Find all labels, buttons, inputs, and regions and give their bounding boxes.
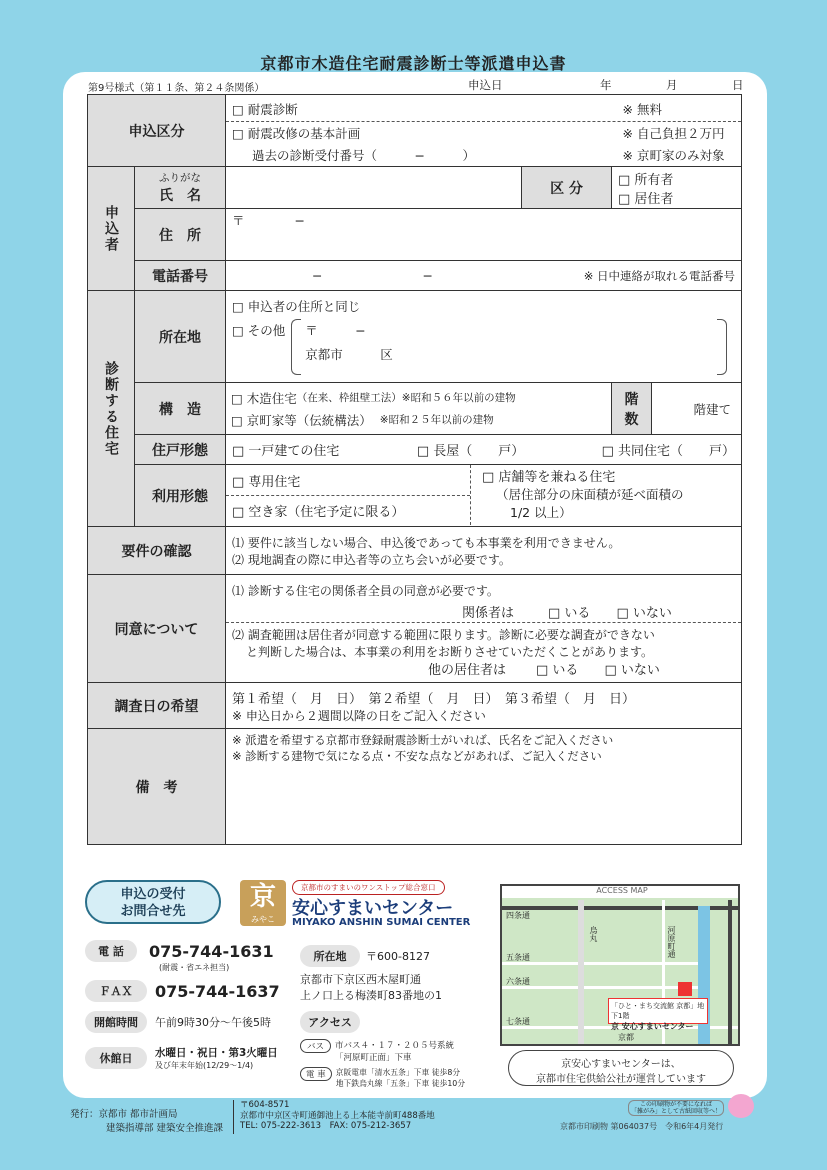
floors-label: 階数: [612, 383, 652, 435]
page-title: 京都市木造住宅耐震診断士等派遣申込書: [260, 54, 567, 73]
phone-input[interactable]: − − ※ 日中連絡が取れる電話番号: [226, 261, 742, 291]
phone-note: ※ 日中連絡が取れる電話番号: [583, 268, 736, 283]
name-label-cell: ふりがな 氏 名: [135, 167, 226, 209]
consent-cell: ⑴ 診断する住宅の関係者全員の同意が必要です。 関係者は □ いる □ いない ⑵ 調査範囲は居住者が同意する範囲に限ります。診断に必要な調査ができない と判断した場合は、本事業の利用をお断りさせていただくことがあります。 他の居住者は □ いる □ いない: [226, 575, 742, 683]
application-form: [87, 94, 742, 845]
dwelling-options: [226, 435, 742, 465]
day-label: 日: [732, 78, 744, 92]
location-label: 所在地: [135, 291, 226, 383]
center-location-marker: [678, 982, 692, 996]
name-input[interactable]: [226, 167, 522, 209]
dwelling-label: 住戸形態: [135, 435, 226, 465]
vacant-house-checkbox[interactable]: □ 空き家（住宅予定に限る）: [226, 495, 470, 525]
resident-checkbox[interactable]: □ 居住者: [618, 191, 674, 207]
other-no-checkbox[interactable]: □ いない: [604, 663, 660, 678]
exclusive-residence-checkbox[interactable]: □ 専用住宅: [232, 474, 301, 490]
location-other-checkbox[interactable]: □ その他: [232, 322, 286, 338]
applicant-label: 申込者: [88, 167, 135, 291]
remarks-label: 備 考: [88, 729, 226, 845]
option-seismic-diagnosis[interactable]: □ 耐震診断: [232, 101, 298, 117]
option1-note: ※ 無料: [622, 101, 662, 117]
related-yes-checkbox[interactable]: □ いる: [548, 606, 591, 621]
contact-badge: 申込の受付 お問合せ先: [85, 880, 221, 924]
operator-note: 京安心すまいセンターは、 京都市住宅供給公社が運営しています: [508, 1050, 734, 1086]
house-label: 診断する住宅: [88, 291, 135, 527]
schedule-label: 調査日の希望: [88, 683, 226, 729]
address-input[interactable]: [226, 209, 742, 261]
requirements-label: 要件の確認: [88, 527, 226, 575]
option2-note: ※ 自己負担２万円: [622, 126, 725, 141]
owner-checkbox[interactable]: □ 所有者: [618, 172, 674, 188]
structure-label: 構 造: [135, 383, 226, 435]
shop-combined-checkbox[interactable]: □ 店舗等を兼ねる住宅: [482, 469, 616, 485]
recycle-note: この印刷物が不要になれば 「雑がみ」として古紙回収等へ！: [628, 1100, 724, 1116]
consent-label: 同意について: [88, 575, 226, 683]
apartment-checkbox[interactable]: □ 共同住宅（ 戸）: [601, 444, 736, 459]
wooden-house-checkbox[interactable]: □ 木造住宅: [231, 390, 297, 406]
apply-date-label: 申込日: [468, 78, 503, 92]
center-logo: 京 みやこ 京都市のすまいのワンストップ総合窓口 安心すまいセンター MIYAKO ANSHIN SUMAI CENTER: [240, 880, 490, 936]
requirements-text: ⑴ 要件に該当しない場合、申込後であっても本事業を利用できません。 ⑵ 現地調査の際に申込者等の立ち会いが必要です。: [226, 527, 742, 575]
print-number: 京都市印刷物 第064037号 令和6年4月発行: [560, 1122, 724, 1131]
option-retrofit-plan[interactable]: □ 耐震改修の基本計画: [232, 126, 361, 141]
detached-checkbox[interactable]: □ 一戸建ての住宅: [232, 444, 340, 459]
month-label: 月: [666, 78, 678, 92]
location-same-checkbox[interactable]: □ 申込者の住所と同じ: [232, 298, 361, 314]
center-address: 所在地 〒600-8127 京都市下京区西木屋町通 上ノ口上る梅湊町83番地の1 アクセス バス 市バス４・１７・２０５号系統 「河原町正面」下車 電 車 京阪電車「清水五条」下車 徒歩8分 地下鉄烏丸線「五条」下車 徒歩10分: [300, 945, 500, 1089]
usage-label: 利用形態: [135, 465, 226, 527]
usage-options: □ 専用住宅 □ 空き家（住宅予定に限る） □ 店舗等を兼ねる住宅 （居住部分の床面積が延べ面積の 1/2 以上）: [226, 465, 742, 527]
app-type-cell: [226, 95, 742, 167]
schedule-input[interactable]: 第１希望（ 月 日） 第２希望（ 月 日） 第３希望（ 月 日） ※ 申込日から２週間以降の日をご記入ください: [226, 683, 742, 729]
machiya-checkbox[interactable]: □ 京町家等（伝統構法）: [231, 412, 372, 428]
fax-number: 075-744-1637: [155, 981, 280, 1001]
kubun-label: 区 分: [522, 167, 612, 209]
location-other-input[interactable]: 〒 − 京都市 区: [291, 317, 735, 379]
location-cell: [226, 291, 742, 383]
kubun-options: [612, 167, 742, 209]
year-label: 年: [600, 78, 612, 92]
past-note: ※ 京町家のみ対象: [622, 147, 725, 163]
form-number: 第9号様式（第１１条、第２４条関係）: [88, 83, 265, 94]
footer-address: 〒604-8571 京都市中京区寺町通御池上る上本能寺前町488番地 TEL: 075-222-3613 FAX: 075-212-3657: [240, 1100, 435, 1131]
mascot-icon: [728, 1094, 754, 1118]
logo-mark: 京 みやこ: [240, 880, 286, 926]
form-header: [88, 77, 744, 94]
tel-number: 075-744-1631: [149, 941, 274, 961]
footer-issuer: 発行：京都市 都市計画局 建築指導部 建築安全推進課: [70, 1109, 224, 1134]
rowhouse-checkbox[interactable]: □ 長屋（ 戸）: [416, 444, 525, 459]
past-receipt-number[interactable]: 過去の診断受付番号（ − ）: [252, 147, 475, 163]
phone-label: 電話番号: [135, 261, 226, 291]
address-postal: 〒 −: [232, 213, 305, 228]
related-no-checkbox[interactable]: □ いない: [616, 606, 672, 621]
structure-options: □ 木造住宅 （在来、枠組壁工法） ※昭和５６年以前の建物 □ 京町家等（伝統構法） ※昭和２５年以前の建物: [226, 383, 612, 435]
other-yes-checkbox[interactable]: □ いる: [536, 663, 579, 678]
center-callout: 「ひと・まち交流館 京都」地下1階 京 安心すまいセンター: [608, 998, 708, 1024]
app-type-label: 申込区分: [88, 95, 226, 167]
access-map: ACCESS MAP 四条通 五条通 六条通 七条通 烏丸 河原町通 京都 「ひと・まち交流館 京都」地下1階 京 安心すまいセンター: [500, 884, 740, 1046]
remarks-input[interactable]: ※ 派遣を希望する京都市登録耐震診断士がいれば、氏名をご記入ください ※ 診断する建物で気になる点・不安な点などがあれば、ご記入ください: [226, 729, 742, 845]
floors-input[interactable]: 階建て: [652, 383, 742, 435]
contact-info: 電 話 075-744-1631 (耐震・省エネ担当) ＦＡＸ 075-744-1637 開館時間 午前9時30分〜午後5時 休館日 水曜日・祝日・第3火曜日 及び年末年始(12/29〜1/4): [85, 940, 295, 1071]
address-label: 住 所: [135, 209, 226, 261]
